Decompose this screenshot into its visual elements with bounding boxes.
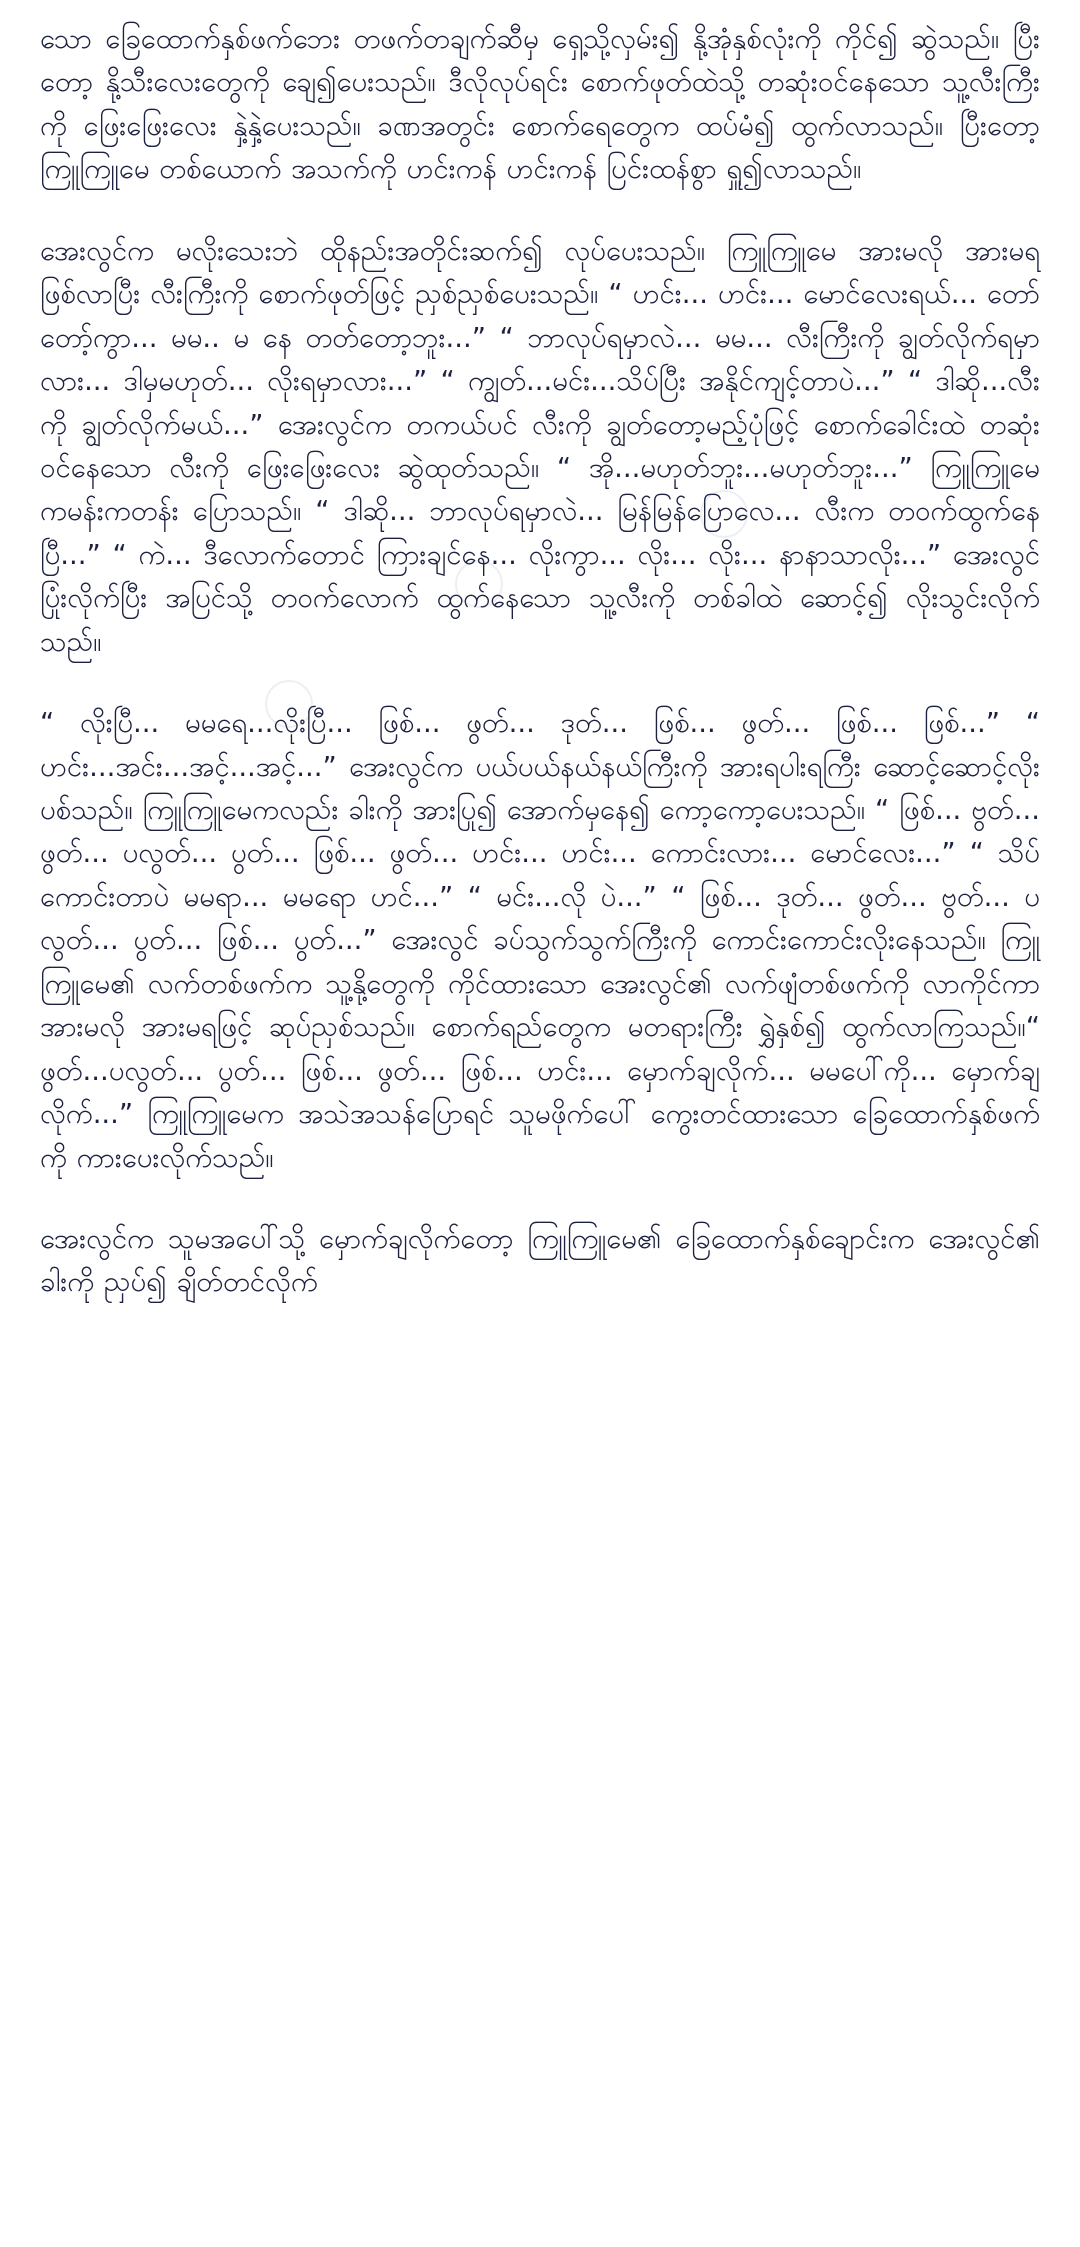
paragraph: အေးလွင်က မလိုးသေးဘဲ ထိုနည်းအတိုင်းဆက်၍ လုပ်ပေးသည်။ ကြူကြူမေ အားမလို အားမရဖြစ်လာပြီး လီးကြီးကို စောက်ဖုတ်ဖြင့် ညှစ်ညှစ်ပေးသည်။ “ ဟင်း... ဟင်း... မောင်လေးရယ်... တော်တော့်ကွာ... မမ.. မ နေ တတ်တော့ဘူး...” “ ဘာလုပ်ရမှာလဲ... မမ... လီးကြီးကို ချွတ်လိုက်ရမှာလား... ဒါမှမဟုတ်... လိုးရမှာလား...” “ ကျွတ်...မင်း...သိပ်ပြီး အနိုင်ကျင့်တာပဲ...” “ ဒါဆို...လီးကို ချွတ်လိုက်မယ်...” အေးလွင်က တကယ်ပင် လီးကို ချွတ်တော့မည့်ပုံဖြင့် စောက်ခေါင်းထဲ တဆုံးဝင်နေသော လီးကို ဖြေးဖြေးလေး ဆွဲထုတ်သည်။ “ အို...မဟုတ်ဘူး...မဟုတ်ဘူး...” ကြူကြူမေ ကမန်းကတန်း ပြောသည်။ “ ဒါဆို... ဘာလုပ်ရမှာလဲ... မြန်မြန်ပြောလေ... လီးက တဝက်ထွက်နေပြီ...” “ ကဲ... ဒီလောက်တောင် ကြားချင်နေ... လိုးကွာ... လိုး... လိုး... နာနာသာလိုး...” အေးလွင် ပြုံးလိုက်ပြီး အပြင်သို့ တဝက်လောက် ထွက်နေသော သူ့လီးကို တစ်ခါထဲ ဆောင့်၍ လိုးသွင်းလိုက်သည်။ bbox=[40, 234, 1040, 658]
paragraph: အေးလွင်က သူမအပေါ်သို့ မှောက်ချလိုက်တော့ ကြူကြူမေ၏ ခြေထောက်နှစ်ချောင်းက အေးလွင်၏ ခါးကို ညှပ်၍ ချိတ်တင်လိုက် bbox=[40, 1222, 1040, 1299]
paragraph: “ လိုးပြီ... မမရေ...လိုးပြီ... ဖြစ်... ဖွတ်... ဒုတ်... ဖြစ်... ဖွတ်... ဖြစ်... ဖြစ်...” “ ဟင်း...အင်း...အင့်...အင့်...” အေးလွင်က ပယ်ပယ်နယ်နယ်ကြီးကို အားရပါးရကြီး ဆောင့်ဆောင့်လိုးပစ်သည်။ ကြူကြူမေကလည်း ခါးကို အားပြု၍ အောက်မှနေ၍ ကော့ကော့ပေးသည်။ “ ဖြစ်... ဗွတ်... ဖွတ်... ပလွတ်... ပွတ်... ဖြစ်... ဖွတ်... ဟင်း... ဟင်း... ကောင်းလား... မောင်လေး...” “ သိပ်ကောင်းတာပဲ မမရာ... မမရော ဟင်...” “ မင်း...လို ပဲ...” “ ဖြစ်... ဒုတ်... ဖွတ်... ဗွတ်... ပလွတ်... ပွတ်... ဖြစ်... ပွတ်...” အေးလွင် ခပ်သွက်သွက်ကြီးကို ကောင်းကောင်းလိုးနေသည်။ ကြူကြူမေ၏ လက်တစ်ဖက်က သူ့နို့တွေကို ကိုင်ထားသော အေးလွင်၏ လက်ဖျံတစ်ဖက်ကို လာကိုင်ကာ အားမလို အားမရဖြင့် ဆုပ်ညှစ်သည်။ စောက်ရည်တွေက မတရားကြီး ရွှဲနှစ်၍ ထွက်လာကြသည်။“ ဖွတ်...ပလွတ်... ပွတ်... ဖြစ်... ဖွတ်... ဖြစ်... ဟင်း... မှောက်ချလိုက်... မမပေါ်ကို... မှောက်ချလိုက်...” ကြူကြူမေက အသဲအသန်ပြောရင် သူမဖိုက်ပေါ် ကွေးတင်ထားသော ခြေထောက်နှစ်ဖက်ကို ကားပေးလိုက်သည်။ bbox=[40, 707, 1040, 1174]
paragraph: သော ခြေထောက်နှစ်ဖက်ဘေး တဖက်တချက်ဆီမှ ရှေ့သို့လှမ်း၍ နို့အုံနှစ်လုံးကို ကိုင်၍ ဆွဲသည်။ ပြီးတော့ နို့သီးလေးတွေကို ချေ၍ပေးသည်။ ဒီလိုလုပ်ရင်း စောက်ဖုတ်ထဲသို့ တဆုံးဝင်နေသော သူ့လီးကြီးကို ဖြေးဖြေးလေး နှဲ့နှဲ့ပေးသည်။ ခဏအတွင်း စောက်ရေတွေက ထပ်မံ၍ ထွက်လာသည်။ ပြီးတော့ ကြူကြူမေ တစ်ယောက် အသက်ကို ဟင်းကန် ဟင်းကန် ပြင်းထန်စွာ ရှူ၍လာသည်။ bbox=[40, 23, 1040, 186]
